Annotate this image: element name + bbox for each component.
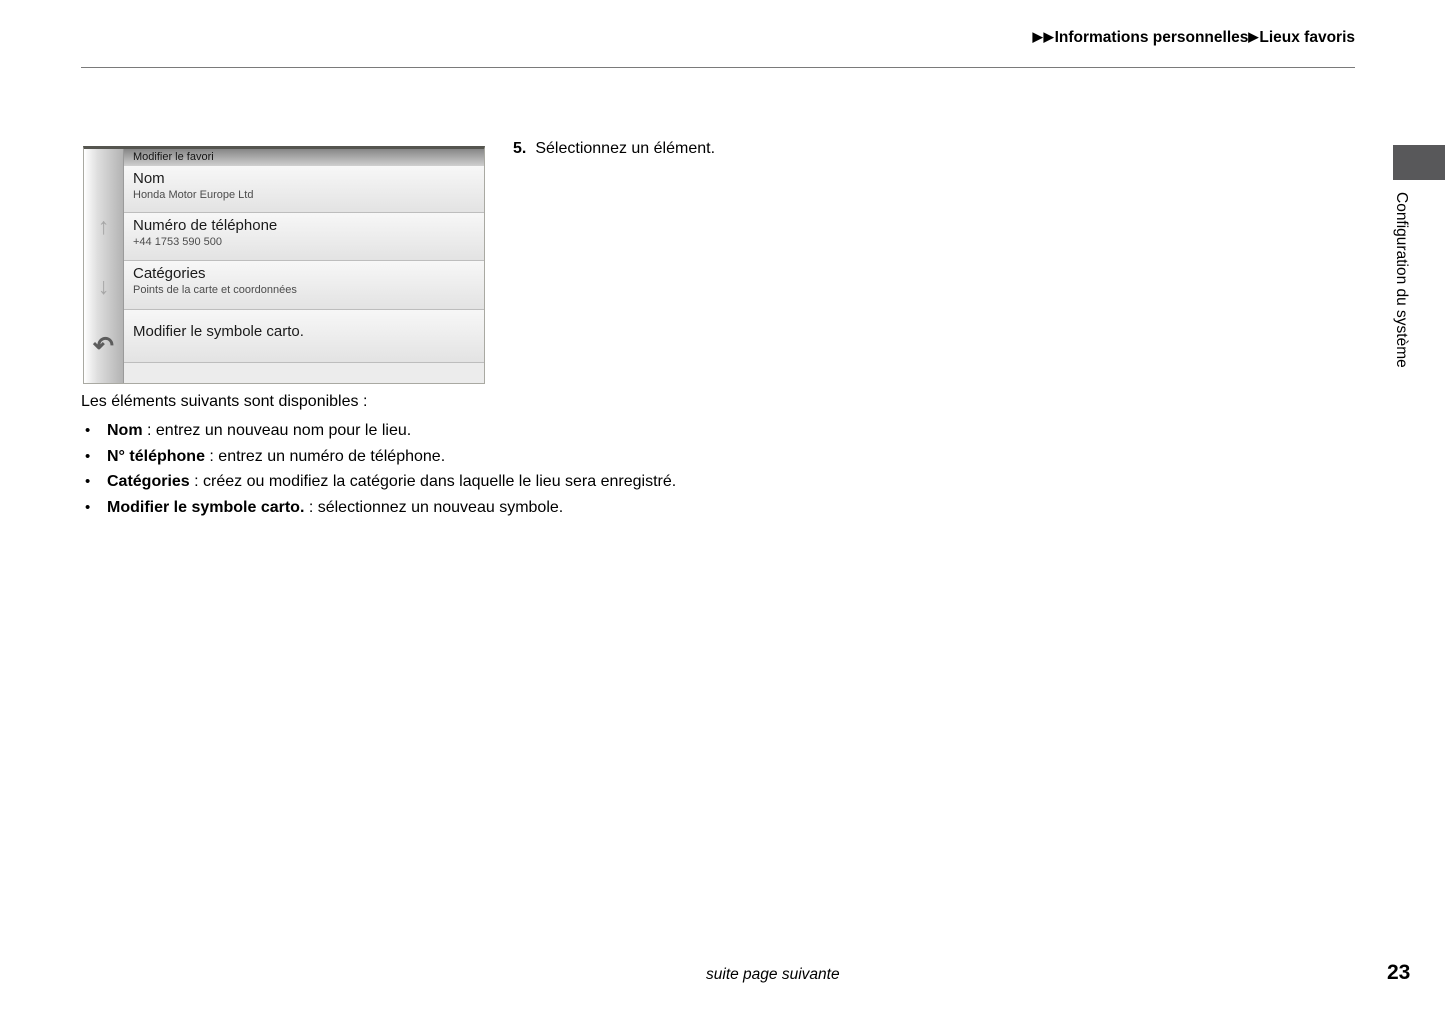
list-item-term: Modifier le symbole carto. xyxy=(107,498,305,516)
bullet-icon: • xyxy=(85,473,91,490)
nav-row-telephone xyxy=(124,213,484,261)
list-item xyxy=(85,418,676,444)
nav-row-value: Honda Motor Europe Ltd xyxy=(133,189,254,201)
scroll-up-icon: ↑ xyxy=(97,213,110,239)
nav-row-value: +44 1753 590 500 xyxy=(133,236,223,248)
breadcrumb xyxy=(1033,29,1355,47)
chapter-vertical-label: Configuration du système xyxy=(1393,192,1410,368)
step-5-instruction xyxy=(513,140,715,158)
continuation-note: suite page suivante xyxy=(706,966,840,983)
list-item-desc: : entrez un nouveau nom pour le lieu. xyxy=(142,422,412,439)
nav-row-label: Numéro de téléphone xyxy=(133,217,278,234)
nav-row-label: Nom xyxy=(133,170,165,187)
nav-screenshot-sidebar xyxy=(84,149,124,383)
nav-row-label: Catégories xyxy=(133,265,206,282)
nav-screenshot-main xyxy=(124,149,484,383)
nav-row-categories xyxy=(124,261,484,310)
available-items-intro: Les éléments suivants sont disponibles : xyxy=(81,393,368,410)
page-number: 23 xyxy=(1387,961,1411,984)
list-item-term: N° téléphone xyxy=(107,447,205,465)
list-item-desc: : entrez un numéro de téléphone. xyxy=(204,447,446,465)
list-item-desc: : créez ou modifiez la catégorie dans laquelle le lieu sera enregistré. xyxy=(189,473,677,490)
nav-screenshot-empty-area xyxy=(124,363,484,383)
step-number: 5. xyxy=(513,140,527,157)
list-item xyxy=(85,469,676,495)
nav-row-value: Points de la carte et coordonnées xyxy=(133,284,297,296)
list-item xyxy=(85,495,676,521)
breadcrumb-arrow-icon: ▶ xyxy=(1248,29,1260,44)
list-item-term: Nom xyxy=(107,422,143,439)
bullet-icon: • xyxy=(85,447,91,465)
nav-row-label: Modifier le symbole carto. xyxy=(133,323,304,340)
step-text: Sélectionnez un élément. xyxy=(535,140,716,157)
nav-screenshot xyxy=(83,146,485,384)
nav-screenshot-title: Modifier le favori xyxy=(124,149,484,166)
nav-row-symbole xyxy=(124,310,484,363)
breadcrumb-subsection: Lieux favoris xyxy=(1259,29,1355,46)
bullet-icon: • xyxy=(85,498,91,516)
scroll-down-icon: ↓ xyxy=(97,273,110,299)
back-icon: ↶ xyxy=(93,332,114,360)
list-item-term: Catégories xyxy=(107,473,190,490)
list-item-desc: : sélectionnez un nouveau symbole. xyxy=(304,498,564,516)
header-divider xyxy=(81,67,1355,68)
available-items-list xyxy=(85,418,676,520)
bullet-icon: • xyxy=(85,422,91,439)
breadcrumb-section: Informations personnelles xyxy=(1054,29,1249,46)
list-item xyxy=(85,444,676,470)
nav-row-nom xyxy=(124,166,484,213)
chapter-tab xyxy=(1393,145,1445,180)
breadcrumb-double-arrow-icon: ▶▶ xyxy=(1032,29,1055,44)
